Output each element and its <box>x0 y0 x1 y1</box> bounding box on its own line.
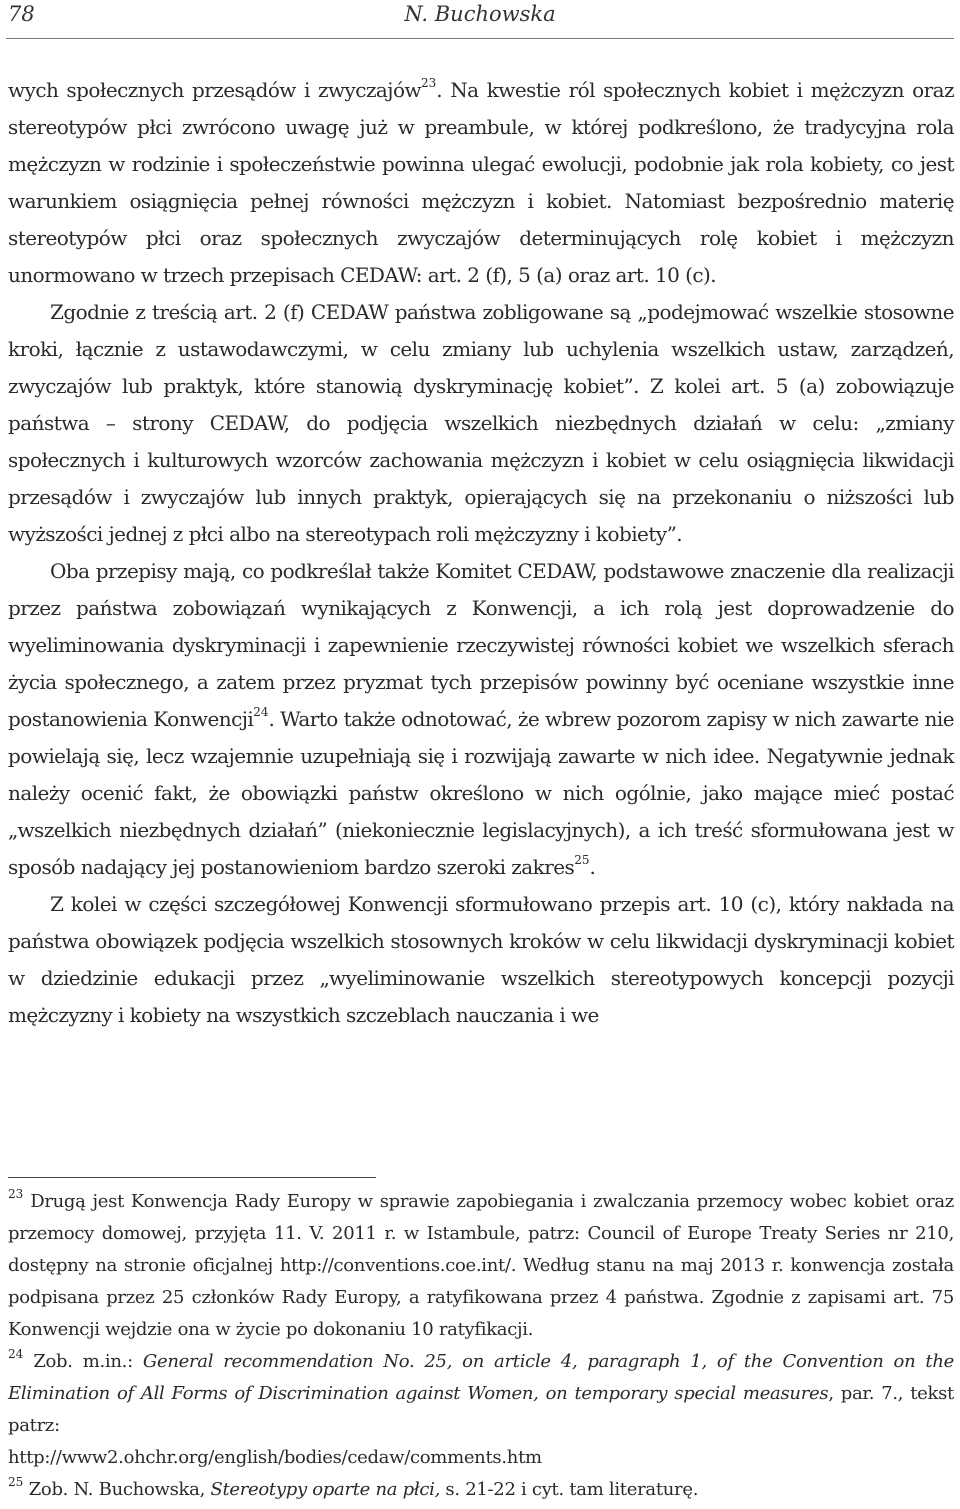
paragraph-4: Z kolei w części szczegółowej Konwencji sformułowano przepis art. 10 (c), który nakłada na państwa obowiązek podjęcia wszelkich stosownych kroków w celu likwidacji dyskryminacji kobiet w dziedzinie edukacji przez „wyeliminowanie wszelkich stereotypowych koncepcji pozycji mężczyzny i kobiety na wszystkich szczeblach nauczania i we <box>8 892 954 1027</box>
running-header <box>8 2 952 28</box>
paragraph-2: Zgodnie z treścią art. 2 (f) CEDAW państwa zobligowane są „podejmować wszelkie stosowne kroki, łącznie z ustawodawczymi, w celu zmiany lub uchylenia wszelkich ustaw, zarządzeń, zwyczajów lub praktyk, które stanowią dyskryminację kobiet”. Z kolei art. 5 (a) zobowiązuje państwa – strony CEDAW, do podjęcia wszelkich niezbędnych działań w celu: „zmiany społecznych i kulturowych wzorców zachowania mężczyzn i kobiet w celu osiągnięcia likwidacji przesądów i zwyczajów lub innych praktyk, opierających się na przekonaniu o niższości lub wyższości jednej z płci albo na stereotypach roli mężczyzny i kobiety”. <box>8 300 954 546</box>
footnote-number-25: 25 <box>8 1475 24 1489</box>
paragraph-3-text: Oba przepisy mają, co podkreślał także Komitet CEDAW, podstawowe znaczenie dla realizacji przez państwa zobowiązań wynikających z Konwencji, a ich rolą jest doprowadzenie do wyeliminowania dyskryminacji i zapewnienie rzeczywistej równości kobiet we wszelkich sferach życia społecznego, a zatem przez pryzmat tych przepisów powinny być oceniane wszystkie inne postanowienia Konwencji <box>8 559 954 731</box>
paragraph-1-text-cont: . Na kwestie ról społecznych kobiet i mężczyzn oraz stereotypów płci zwrócono uwagę już w preambule, w której podkreślono, że tradycyjna rola mężczyzn w rodzinie i społeczeństwie powinna ulegać ewolucji, podobnie jak rola kobiety, co jest warunkiem osiągnięcia pełnej równości mężczyzn i kobiet. Natomiast bezpośrednio materię stereotypów płci oraz społecznych zwyczajów determinujących rolę kobiet i mężczyzn unormowano w trzech przepisach CEDAW: art. 2 (f), 5 (a) oraz art. 10 (c). <box>8 78 954 287</box>
footnote-25-title: Stereotypy oparte na płci, <box>210 1479 441 1500</box>
header-rule <box>6 38 954 39</box>
footnote-24-suffix: , par. 7., tekst patrz: <box>8 1383 954 1436</box>
footnote-ref-23: 23 <box>421 76 437 91</box>
footnote-number-24: 24 <box>8 1347 24 1361</box>
footnote-23 <box>8 1186 954 1346</box>
paragraph-3 <box>8 553 954 886</box>
paragraph-1 <box>8 72 954 294</box>
footnote-ref-25: 25 <box>574 853 590 868</box>
footnote-rule <box>8 1177 376 1178</box>
page-number: 78 <box>8 2 35 26</box>
paragraph-3-text-cont: . Warto także odnotować, że wbrew pozorom zapisy w nich zawarte nie powielają się, lecz wzajemnie uzupełniają się i rozwijają zawarte w nich idee. Negatywnie jednak należy ocenić fakt, że obowiązki państw określono w nich ogólnie, jako mające mieć postać „wszelkich niezbędnych działań” (niekoniecznie legislacyjnych), a ich treść sformułowana jest w sposób nadający jej postanowieniom bardzo szeroki zakres <box>8 707 954 879</box>
footnote-24 <box>8 1346 954 1474</box>
footnote-25-suffix: s. 21-22 i cyt. tam literaturę. <box>440 1479 699 1500</box>
footnote-number-23: 23 <box>8 1187 24 1201</box>
paragraph-1-text: wych społecznych przesądów i zwyczajów <box>8 78 422 102</box>
footnote-24-url[interactable]: http://www2.ohchr.org/english/bodies/cedaw/comments.htm <box>8 1447 542 1468</box>
footnotes <box>8 1186 954 1506</box>
footnote-24-prefix: Zob. m.in.: <box>23 1351 143 1372</box>
footnote-23-text: Drugą jest Konwencja Rady Europy w sprawie zapobiegania i zwalczania przemocy wobec kobiet oraz przemocy domowej, przyjęta 11. V. 2011 r. w Istambule, patrz: Council of Europe Treaty Series nr 210, dostępny na stronie oficjalnej http://conventions.coe.int/. Według stanu na maj 2013 r. konwencja została podpisana przez 25 członków Rady Europy, a ratyfikowana przez 4 państwa. Zgodnie z zapisami art. 75 Konwencji wejdzie ona w życie po dokonaniu 10 ratyfikacji. <box>8 1191 954 1340</box>
body-text <box>8 72 954 1034</box>
running-author: N. Buchowska <box>404 2 556 26</box>
paragraph-3-text-end: . <box>589 855 596 879</box>
footnote-25-prefix: Zob. N. Buchowska, <box>23 1479 211 1500</box>
footnote-24-title: General recommendation No. 25, on article 4, paragraph 1, of the Convention on the Elimination of All Forms of Discrimination against Women, on temporary special measures <box>8 1351 954 1404</box>
footnote-25 <box>8 1474 954 1506</box>
footnote-ref-24: 24 <box>253 705 269 720</box>
